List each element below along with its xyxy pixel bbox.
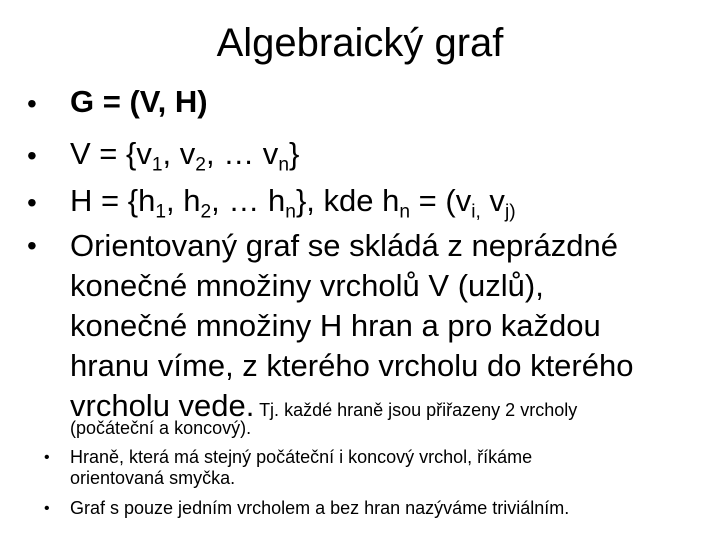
bullet-text: G = (V, H): [70, 84, 208, 119]
bullet-text: Orientovaný graf se skládá z neprázdné konečné množiny vrcholů V (uzlů), konečné množiny H hran a pro každou hranu víme, z kterého vrcholu do kterého vrcholu vede. Tj. každé hraně jsou přiřazeny 2 vrcholy: [70, 228, 634, 423]
bullet-dot: •: [27, 140, 37, 171]
slide-title-text: Algebraický graf: [216, 21, 504, 65]
bullet-dot: •: [27, 88, 37, 119]
bullet-dot: •: [27, 187, 37, 218]
bullet-dot: •: [44, 500, 50, 517]
bullet-graph-definition: [27, 84, 707, 124]
bullet-text: $V = \{v_1$, $v_2$, … $v_n$}: [70, 136, 300, 176]
bullet-oriented-graph: [27, 226, 707, 446]
bullet-vertex-set: [27, 136, 707, 176]
bullet-dot: •: [44, 449, 50, 466]
bullet-text: $H = \{h_1$, $h_2$, … $h_n$}, kde $h_n = (v_{i,}$ $v_{j)}$: [70, 183, 516, 223]
slide-title: [0, 18, 720, 68]
bullet-text: Graf s pouze jedním vrcholem a bez hran nazýváme triviálním.: [70, 498, 570, 518]
bullet-dot: •: [27, 230, 37, 261]
bullet-oriented-graph-continuation: (počáteční a koncový).: [70, 418, 252, 438]
bullet-edge-set: [27, 183, 707, 223]
bullet-text: Hraně, která má stejný počáteční i koncový vrchol, říkáme orientovaná smyčka.: [70, 447, 533, 488]
